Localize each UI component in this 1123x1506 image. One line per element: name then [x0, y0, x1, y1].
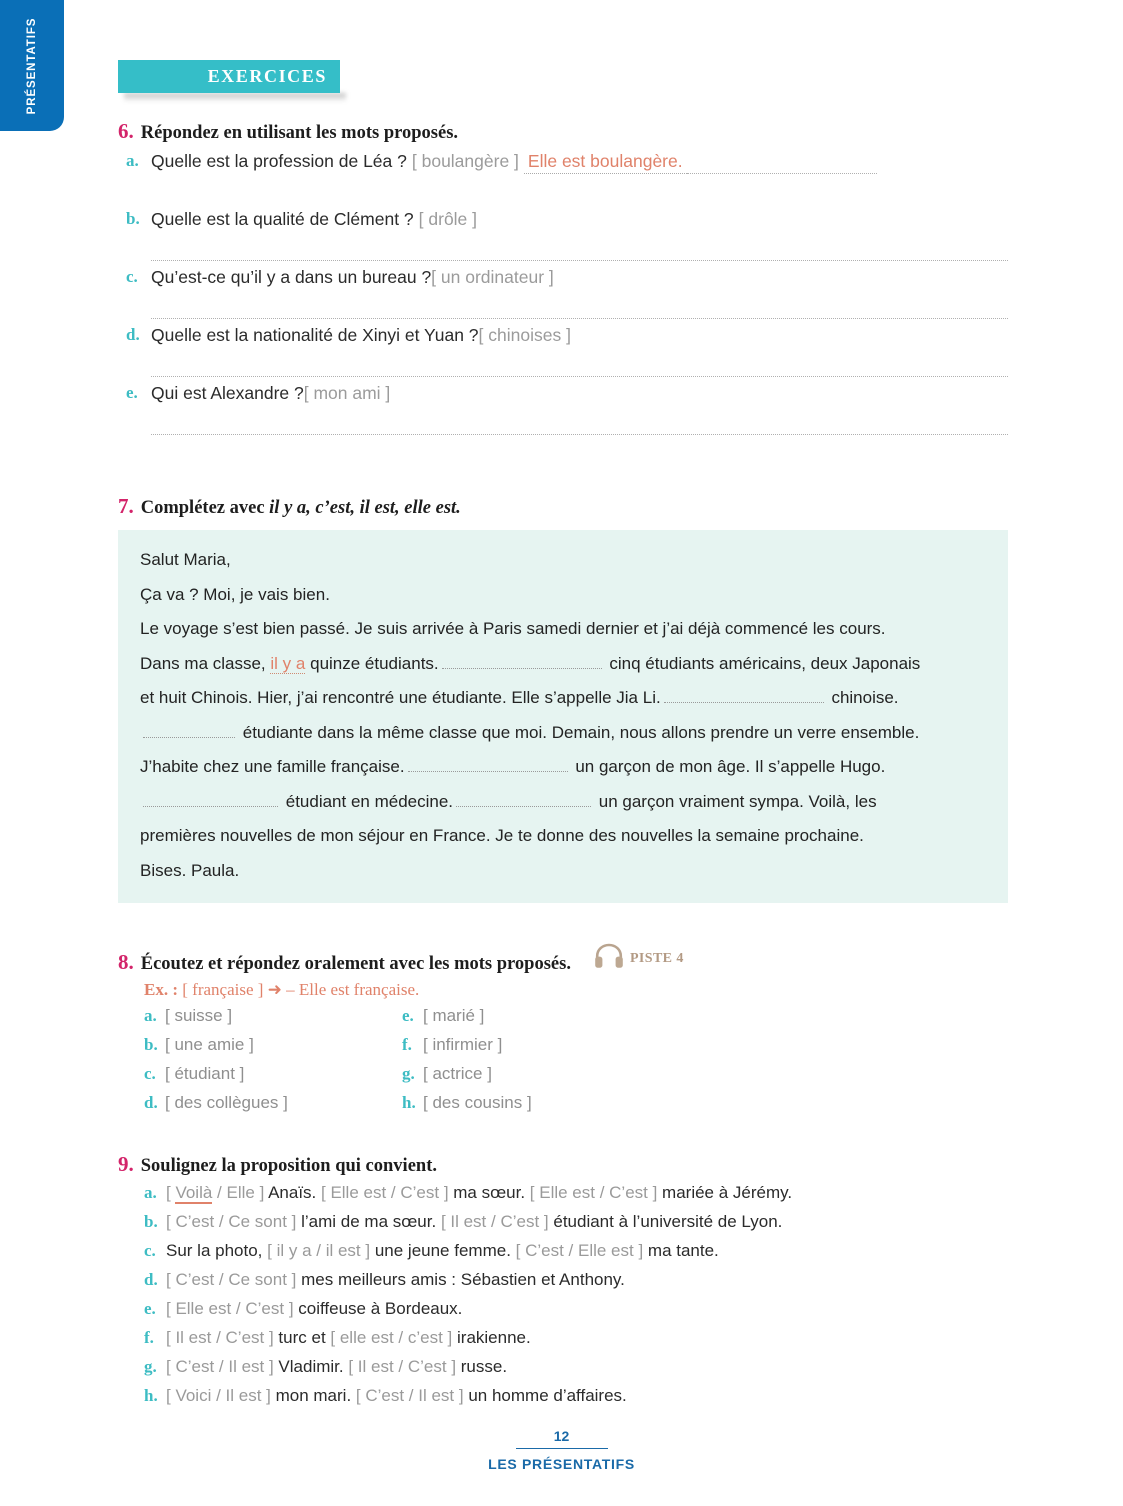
- item-body: [166, 1211, 782, 1233]
- option-choice[interactable]: [ C’est / Ce sont ]: [166, 1212, 297, 1231]
- item-body: [166, 1182, 792, 1204]
- letter-line-7: [140, 754, 986, 780]
- item-cue: [ actrice ]: [423, 1064, 492, 1083]
- static-text: Vladimir.: [273, 1357, 349, 1376]
- answer-dotted-line[interactable]: [151, 239, 1008, 261]
- exercise-6-item-b: [118, 208, 1008, 266]
- item-letter: d.: [126, 325, 140, 344]
- line7-b: un garçon de mon âge. Il s’appelle Hugo.: [575, 757, 886, 776]
- item-cue: [ des collègues ]: [165, 1093, 288, 1112]
- item-letter: h.: [144, 1386, 158, 1405]
- exercise-8-title: Écoutez et répondez oralement avec les mots proposés.: [140, 954, 571, 974]
- exercise-8-item-d[interactable]: [118, 1093, 376, 1122]
- item-letter: b.: [144, 1035, 158, 1054]
- option-choice[interactable]: [ Voici / Il est ]: [166, 1386, 271, 1405]
- line4-filled-answer[interactable]: il y a: [270, 653, 306, 673]
- blank-field[interactable]: [456, 791, 591, 807]
- letter-line-6: [140, 720, 986, 746]
- item-letter: c.: [144, 1241, 156, 1260]
- static-text: russe.: [456, 1357, 508, 1376]
- example-prefix: Ex. :: [144, 980, 178, 999]
- line5-a: et huit Chinois. Hier, j’ai rencontré une étudiante. Elle s’appelle Jia Li.: [140, 688, 661, 707]
- item-body: [166, 1356, 507, 1378]
- option-choice[interactable]: [ C’est / Elle est ]: [515, 1241, 644, 1260]
- static-text: un homme d’affaires.: [463, 1386, 627, 1405]
- item-question: Quelle est la qualité de Clément ?: [151, 209, 414, 229]
- exercise-6: [118, 119, 1008, 440]
- option-choice[interactable]: [ Elle est / C’est ]: [166, 1299, 294, 1318]
- line7-a: J’habite chez une famille française.: [140, 757, 405, 776]
- banner-shadow: [124, 93, 346, 102]
- option-choice[interactable]: [ il y a / il est ]: [267, 1241, 371, 1260]
- blank-field[interactable]: [442, 653, 602, 669]
- example-answer: – Elle est française.: [286, 980, 420, 999]
- option-choice[interactable]: [: [166, 1183, 176, 1202]
- line8-b: un garçon vraiment sympa. Voilà, les: [598, 791, 877, 811]
- item-body: [166, 1327, 531, 1349]
- exercise-8: [118, 943, 1008, 1122]
- exercise-7-letter-box: [118, 530, 1008, 903]
- line5-b: chinoise.: [831, 688, 899, 707]
- exercise-8-item-b[interactable]: [118, 1035, 376, 1064]
- letter-line-2: Ça va ? Moi, je vais bien.: [140, 584, 330, 604]
- static-text: Anaïs.: [264, 1183, 321, 1202]
- blank-field[interactable]: [143, 722, 235, 738]
- exercise-9-item-g[interactable]: [118, 1356, 1008, 1385]
- banner-label: EXERCICES: [207, 66, 327, 86]
- exercise-7-title-italic: il y a, c’est, il est, elle est.: [269, 498, 461, 518]
- exercise-9-number: 9.: [118, 1152, 134, 1176]
- exercise-7: [118, 494, 1008, 903]
- exercise-9-heading: [118, 1152, 1008, 1177]
- option-choice[interactable]: [ Il est / C’est ]: [166, 1328, 274, 1347]
- static-text: ma sœur.: [448, 1183, 530, 1202]
- item-letter: a.: [144, 1183, 157, 1202]
- item-cue: [ drôle ]: [418, 209, 478, 229]
- exercise-8-right-column: [376, 1006, 532, 1122]
- exercise-6-title: Répondez en utilisant les mots proposés.: [140, 123, 459, 143]
- exercise-7-title-plain: Complétez avec: [140, 498, 270, 518]
- item-cue: [ une amie ]: [165, 1035, 254, 1054]
- option-choice[interactable]: / Elle ]: [212, 1183, 265, 1202]
- item-cue: [ des cousins ]: [423, 1093, 532, 1112]
- exercise-9-item-e[interactable]: [118, 1298, 1008, 1327]
- item-cue: [ étudiant ]: [165, 1064, 245, 1083]
- blank-field[interactable]: [664, 687, 824, 703]
- exercise-8-item-h[interactable]: [376, 1093, 532, 1122]
- item-body: [151, 208, 1008, 232]
- answer-dotted-line[interactable]: [687, 156, 877, 174]
- option-choice[interactable]: [ Elle est / C’est ]: [529, 1183, 658, 1202]
- line8-a: étudiant en médecine.: [285, 791, 454, 811]
- audio-track-chip[interactable]: [594, 943, 684, 974]
- exercices-banner: [118, 60, 340, 93]
- option-choice[interactable]: [ C’est / Ce sont ]: [166, 1270, 297, 1289]
- exercise-8-columns: [118, 1006, 1008, 1122]
- headphones-icon: [594, 943, 624, 974]
- exercise-8-item-c[interactable]: [118, 1064, 376, 1093]
- item-letter: c.: [126, 267, 138, 286]
- item-cue: [ chinoises ]: [478, 325, 571, 345]
- exercise-9-item-f[interactable]: [118, 1327, 1008, 1356]
- line4-b: quinze étudiants.: [310, 653, 439, 673]
- item-question: Qu’est-ce qu’il y a dans un bureau ?: [151, 267, 432, 287]
- static-text: turc et: [273, 1328, 331, 1347]
- option-choice[interactable]: [ elle est / c’est ]: [330, 1328, 453, 1347]
- letter-line-8: [140, 789, 986, 815]
- letter-line-1: Salut Maria,: [140, 550, 231, 569]
- line6-a: étudiante dans la même classe que moi. Demain, nous allons prendre un verre ensemble.: [242, 722, 920, 742]
- item-letter: b.: [144, 1212, 158, 1231]
- item-body: [166, 1298, 462, 1320]
- exercise-7-heading: [118, 494, 1008, 519]
- item-body: [151, 150, 1008, 174]
- exercise-8-example: [118, 980, 1008, 1000]
- exercise-9-item-c[interactable]: [118, 1240, 1008, 1269]
- item-letter: b.: [126, 209, 140, 228]
- exercise-8-item-e[interactable]: [376, 1006, 532, 1035]
- item-body: [151, 382, 1008, 406]
- exercise-9: [118, 1152, 1008, 1414]
- letter-line-4: [140, 651, 986, 677]
- item-cue: [ un ordinateur ]: [431, 267, 554, 287]
- item-body: [166, 1269, 625, 1291]
- exercise-6-item-a: [118, 150, 1008, 208]
- item-letter: d.: [144, 1270, 158, 1289]
- item-cue: [ boulangère ]: [411, 151, 519, 171]
- static-text: coiffeuse à Bordeaux.: [293, 1299, 463, 1318]
- exercise-8-item-f[interactable]: [376, 1035, 532, 1064]
- item-letter: d.: [144, 1093, 158, 1112]
- static-text: irakienne.: [452, 1328, 531, 1347]
- chapter-side-tab: [0, 0, 64, 131]
- item-body: [151, 266, 1008, 290]
- exercise-9-item-b[interactable]: [118, 1211, 1008, 1240]
- static-text: mes meilleurs amis : Sébastien et Anthony.: [296, 1270, 625, 1289]
- static-text: l’ami de ma sœur.: [296, 1212, 441, 1231]
- item-letter: a.: [126, 151, 139, 170]
- option-choice[interactable]: [ C’est / Il est ]: [355, 1386, 464, 1405]
- exercise-9-title: Soulignez la proposition qui convient.: [140, 1156, 437, 1176]
- item-letter: g.: [402, 1064, 415, 1083]
- audio-track-label: PISTE 4: [629, 950, 684, 966]
- static-text: étudiant à l’université de Lyon.: [548, 1212, 783, 1231]
- exercise-6-items: [118, 150, 1008, 440]
- exercise-9-item-a[interactable]: [118, 1182, 1008, 1211]
- exercise-6-heading: [118, 119, 1008, 144]
- answer-dotted-line[interactable]: [151, 413, 1008, 435]
- letter-line-5: [140, 685, 986, 711]
- static-text: ma tante.: [643, 1241, 719, 1260]
- item-cue: [ suisse ]: [165, 1006, 233, 1025]
- item-question: Quelle est la profession de Léa ?: [151, 151, 407, 171]
- page-number: 12: [516, 1428, 608, 1449]
- item-letter: f.: [144, 1328, 154, 1347]
- blank-field[interactable]: [408, 756, 568, 772]
- item-cue: [ infirmier ]: [423, 1035, 503, 1054]
- item-question: Qui est Alexandre ?: [151, 383, 304, 403]
- arrow-icon: ➜: [267, 980, 282, 999]
- chapter-side-tab-label: PRÉSENTATIFS: [26, 17, 38, 114]
- option-choice[interactable]: [ Il est / C’est ]: [440, 1212, 549, 1231]
- static-text: mon mari.: [270, 1386, 356, 1405]
- exercise-7-title: [141, 498, 461, 519]
- item-letter: f.: [402, 1035, 412, 1054]
- exercise-9-items: [118, 1182, 1008, 1414]
- item-body: [151, 324, 1008, 348]
- static-text: Sur la photo,: [166, 1241, 268, 1260]
- answer-dotted-line[interactable]: [151, 355, 1008, 377]
- exercise-6-item-c: [118, 266, 1008, 324]
- exercise-8-item-a[interactable]: [118, 1006, 376, 1035]
- item-answer[interactable]: Elle est boulangère.: [524, 151, 687, 174]
- item-letter: e.: [126, 383, 138, 402]
- item-letter: h.: [402, 1093, 416, 1112]
- exercise-8-heading: [118, 943, 1008, 975]
- letter-line-3: Le voyage s’est bien passé. Je suis arrivée à Paris samedi dernier et j’ai déjà commencé les cours.: [140, 619, 886, 638]
- exercise-9-item-d[interactable]: [118, 1269, 1008, 1298]
- exercise-8-item-g[interactable]: [376, 1064, 532, 1093]
- item-letter: c.: [144, 1064, 156, 1083]
- letter-line-10: Bises. Paula.: [140, 860, 240, 880]
- footer-section-title: LES PRÉSENTATIFS: [488, 1456, 635, 1472]
- item-letter: e.: [144, 1299, 156, 1318]
- static-text: une jeune femme.: [370, 1241, 516, 1260]
- example-cue: [ française ]: [182, 980, 264, 999]
- item-cue: [ mon ami ]: [303, 383, 391, 403]
- line4-c: cinq étudiants américains, deux Japonais: [609, 653, 921, 673]
- exercise-6-item-d: [118, 324, 1008, 382]
- exercise-8-left-column: [118, 1006, 376, 1122]
- page-content: [118, 0, 1008, 1414]
- option-choice[interactable]: [ C’est / Il est ]: [166, 1357, 274, 1376]
- page-footer: [0, 1428, 1123, 1472]
- static-text: mariée à Jérémy.: [657, 1183, 793, 1202]
- chosen-option[interactable]: Voilà: [175, 1183, 213, 1202]
- letter-line-9: premières nouvelles de mon séjour en France. Je te donne des nouvelles la semaine prochaine.: [140, 826, 864, 845]
- item-body: [166, 1240, 719, 1262]
- exercise-9-item-h[interactable]: [118, 1385, 1008, 1414]
- exercise-8-number: 8.: [118, 950, 134, 974]
- answer-dotted-line[interactable]: [151, 297, 1008, 319]
- item-question: Quelle est la nationalité de Xinyi et Yuan ?: [151, 325, 479, 345]
- banner-body: [118, 60, 340, 93]
- blank-field[interactable]: [143, 791, 278, 807]
- item-cue: [ marié ]: [423, 1006, 485, 1025]
- exercise-7-number: 7.: [118, 494, 134, 518]
- item-body: [166, 1385, 627, 1407]
- item-letter: e.: [402, 1006, 414, 1025]
- exercise-6-item-e: [118, 382, 1008, 440]
- item-letter: g.: [144, 1357, 157, 1376]
- option-choice[interactable]: [ Elle est / C’est ]: [321, 1183, 449, 1202]
- item-letter: a.: [144, 1006, 157, 1025]
- exercise-6-number: 6.: [118, 119, 134, 143]
- option-choice[interactable]: [ Il est / C’est ]: [348, 1357, 457, 1376]
- line4-a: Dans ma classe,: [140, 653, 266, 673]
